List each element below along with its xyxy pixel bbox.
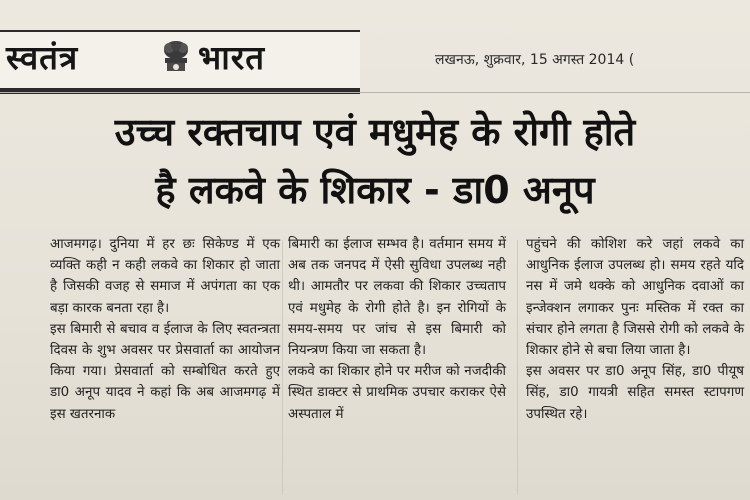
logo-text-left: स्वतंत्र [6,38,79,77]
article-column-1 [50,234,280,425]
headline-line-2: है लकवे के शिकार - डा0 अनूप [155,168,595,212]
column-2-paragraph-1: बिमारी का ईलाज सम्भव है। वर्तमान समय में अब तक जनपद में ऐसी सुविधा उपलब्ध नही थी। आमतौर पर लकवा की शिकार उच्चताप एवं मधुमेह के रोगी होते है। इन रोगियों के समय-समय पर जांच से इस बिमारी को नियन्त्रण किया जा सकता है। [288,237,506,359]
dateline: लखनऊ, शुक्रवार, 15 अगस्त 2014 ( [435,52,635,68]
article-column-3 [526,234,744,425]
headline-line-1: उच्च रक्तचाप एवं मधुमेह के रोगी होते [114,110,636,154]
column-1-paragraph-1: आजमगढ़। दुनिया में हर छः सिकेण्ड में एक व्यक्ति कही न कही लकवे का शिकार हो जाता है जिसकी वजह से समाज में अपंगता का एक बड़ा कारक बनता रहा है। [50,237,280,316]
lion-emblem-icon [156,36,196,76]
masthead [0,0,750,96]
article-column-2 [288,234,506,425]
article-headline [20,103,730,219]
column-divider [282,240,283,495]
column-1-paragraph-2: इस बिमारी से बचाव व ईलाज के लिए स्वतन्त्रता दिवस के शुभ अवसर पर प्रेसवार्ता का आयोजन किया गया। प्रेसवार्ता को सम्बोधित करते हुए डा0 अनूप यादव ने कहां कि अब आजमगढ़ में इस खतरनाक [50,321,280,422]
column-2-paragraph-2: लकवे का शिकार होने पर मरीज को नजदीकी स्थित डाक्टर से प्राथमिक उपचार कराकर ऐसे अस्पताल में [288,364,506,422]
masthead-divider [0,92,750,93]
column-3-paragraph-1: पहुंचने की कोशिश करे जहां लकवे का आधुनिक ईलाज उपलब्ध हो। समय रहते यदि नस में जमे थक्के को आधुनिक दवाओं का इन्जेक्शन लगाकर पुनः मस्तिक में रक्त का संचार होने लगता है जिससे रोगी को लकवे के शिकार होने से बचा लिया जाता है। [526,237,744,359]
column-3-paragraph-2: इस अवसर पर डा0 अनूप सिंह, डा0 पीयूष सिंह, डा0 गायत्री सहित समस्त स्टापगण उपस्थित रहे। [526,364,744,422]
column-divider [517,240,518,495]
logo-text-right: भारत [198,38,266,77]
newspaper-logo [0,30,360,94]
